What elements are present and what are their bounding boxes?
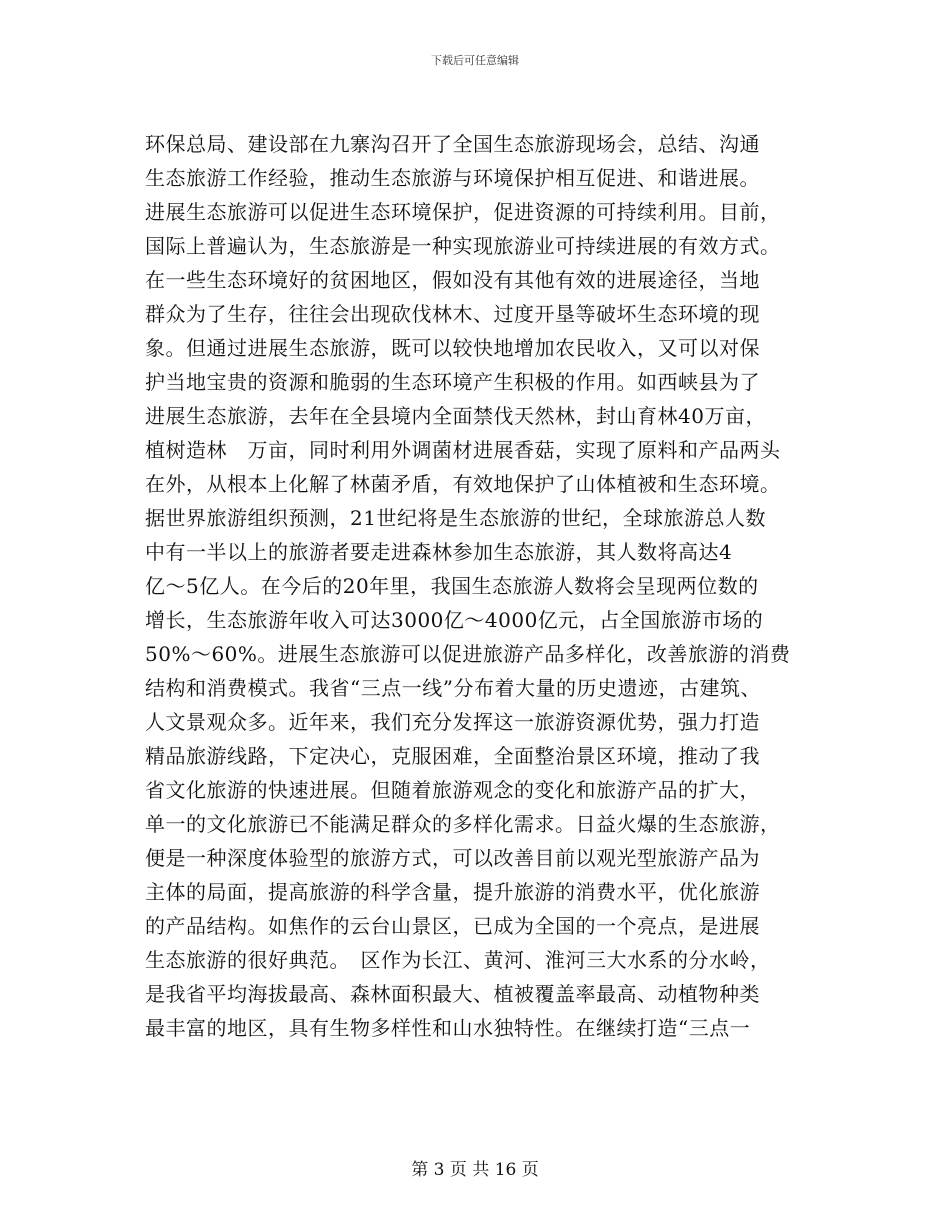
- text-line: 在外，从根本上化解了林菌矛盾，有效地保护了山体植被和生态环境。: [145, 472, 781, 496]
- text-line: 环保总局、建设部在九寨沟召开了全国生态旅游现场会，总结、沟通: [145, 132, 760, 156]
- text-line: 单一的文化旅游已不能满足群众的多样化需求。日益火爆的生态旅游，: [145, 812, 781, 836]
- text-line: 进展生态旅游可以促进生态环境保护，促进资源的可持续利用。目前，: [145, 200, 781, 224]
- text-line: 群众为了生存，往往会出现砍伐林木、过度开垦等破坏生态环境的现: [145, 302, 760, 326]
- text-line: 生态旅游的很好典范。 区作为长江、黄河、淮河三大水系的分水岭，: [145, 948, 771, 972]
- text-line: 省文化旅游的快速进展。但随着旅游观念的变化和旅游产品的扩大，: [145, 778, 760, 802]
- text-line: 生态旅游工作经验，推动生态旅游与环境保护相互促进、和谐进展。: [145, 166, 760, 190]
- page-header: 下载后可任意编辑: [431, 54, 519, 67]
- text-line: 的产品结构。如焦作的云台山景区，已成为全国的一个亮点，是进展: [145, 914, 760, 938]
- text-line: 象。但通过进展生态旅游，既可以较快地增加农民收入，又可以对保: [145, 336, 760, 360]
- text-line: 是我省平均海拔最高、森林面积最大、植被覆盖率最高、动植物种类: [145, 982, 760, 1006]
- body-text: [145, 127, 815, 1045]
- page-number-footer: 第 3 页 共 16 页: [411, 1160, 539, 1180]
- text-line: 进展生态旅游，去年在全县境内全面禁伐天然林，封山育林40万亩，: [145, 404, 766, 428]
- text-line: 人文景观众多。近年来，我们充分发挥这一旅游资源优势，强力打造: [145, 710, 760, 734]
- text-line: 国际上普遍认为，生态旅游是一种实现旅游业可持续进展的有效方式。: [145, 234, 781, 258]
- text-line: 增长，生态旅游年收入可达3000亿～4000亿元，占全国旅游市场的: [145, 608, 764, 632]
- text-line: 便是一种深度体验型的旅游方式，可以改善目前以观光型旅游产品为: [145, 846, 760, 870]
- text-line: 植树造林 万亩，同时利用外调菌材进展香菇，实现了原料和产品两头: [145, 438, 781, 462]
- text-line: 主体的局面，提高旅游的科学含量，提升旅游的消费水平，优化旅游: [145, 880, 760, 904]
- text-line: 在一些生态环境好的贫困地区，假如没有其他有效的进展途径，当地: [145, 268, 760, 292]
- text-line: 结构和消费模式。我省“三点一线”分布着大量的历史遗迹，古建筑、: [145, 676, 761, 700]
- text-line: 精品旅游线路，下定决心，克服困难，全面整治景区环境，推动了我: [145, 744, 760, 768]
- text-line: 护当地宝贵的资源和脆弱的生态环境产生积极的作用。如西峡县为了: [145, 370, 760, 394]
- text-line: 50%～60%。进展生态旅游可以促进旅游产品多样化，改善旅游的消费: [145, 642, 791, 666]
- text-line: 据世界旅游组织预测，21世纪将是生态旅游的世纪，全球旅游总人数: [145, 506, 766, 530]
- text-line: 最丰富的地区，具有生物多样性和山水独特性。在继续打造“三点一: [145, 1016, 751, 1040]
- text-line: 亿～5亿人。在今后的20年里，我国生态旅游人数将会呈现两位数的: [145, 574, 759, 598]
- text-line: 中有一半以上的旅游者要走进森林参加生态旅游，其人数将高达4: [145, 540, 733, 564]
